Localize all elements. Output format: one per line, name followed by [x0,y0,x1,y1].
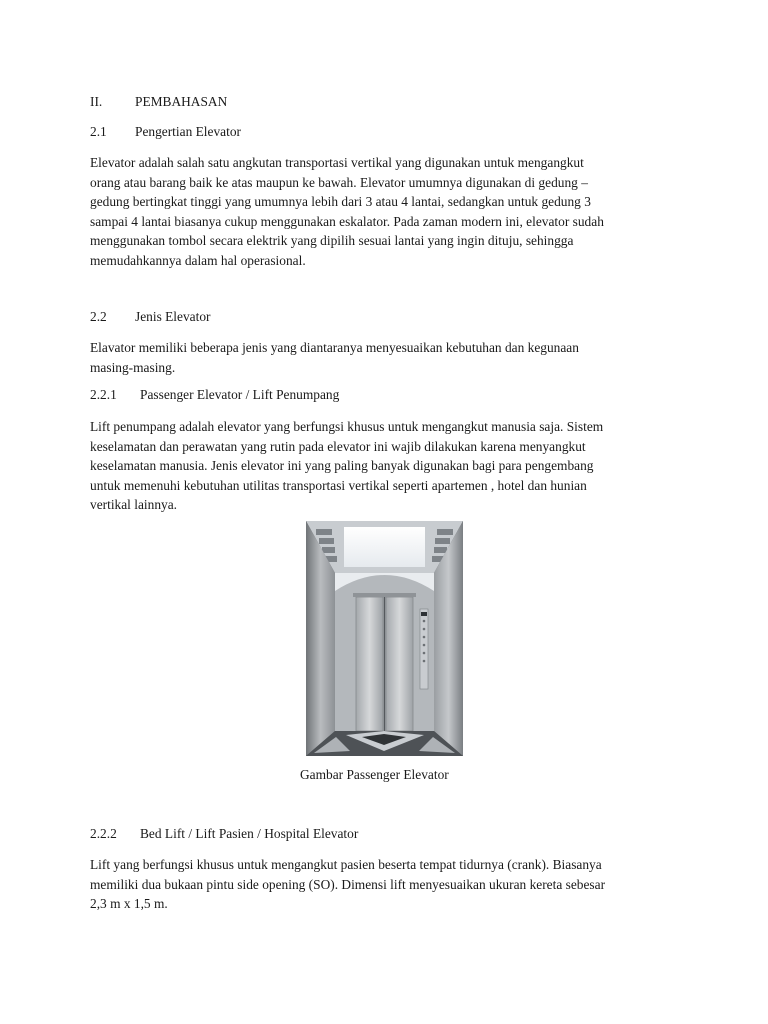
text-line: vertikal lainnya. [90,497,178,512]
text-line: orang atau barang baik ke atas maupun ke bawah. Elevator umumnya digunakan di gedung – [90,174,588,190]
heading-2-2-number: 2.2 [90,309,107,324]
text-line: Lift yang berfungsi khusus untuk mengangkut pasien beserta tempat tidurnya (crank). Biasanya [90,857,602,872]
text-line: Elevator adalah salah satu angkutan transportasi vertikal yang digunakan untuk mengangkut [90,155,584,170]
heading-2-2-1-number: 2.2.1 [90,387,117,402]
heading-2-1-title: Pengertian Elevator [135,124,241,139]
text-line: keselamatan dan perawatan yang rutin pada elevator ini wajib dilakukan karena menyangkut [90,438,586,454]
paragraph-2-2-1 [90,417,690,515]
text-line: sampai 4 lantai biasanya cukup menggunakan eskalator. Pada zaman modern ini, elevator sudah [90,213,604,229]
text-line: 2,3 m x 1,5 m. [90,896,168,911]
paragraph-2-1 [90,153,690,270]
paragraph-2-2 [90,338,690,377]
text-line: masing-masing. [90,359,176,375]
figure-caption: Gambar Passenger Elevator [300,767,449,782]
text-line: memudahkannya dalam hal operasional. [90,252,306,268]
text-line: keselamatan manusia. Jenis elevator ini yang paling banyak digunakan bagi para pengembang [90,458,594,473]
text-line: Lift penumpang adalah elevator yang berfungsi khusus untuk mengangkut manusia saja. Sistem [90,419,604,434]
heading-2-2-1-title: Passenger Elevator / Lift Penumpang [140,387,340,402]
heading-2-2-2-number: 2.2.2 [90,826,117,841]
text-line: menggunakan tombol secara elektrik yang dipilih sesuai lantai yang ingin dituju, sehingga [90,233,574,248]
text-line: gedung bertingkat tinggi yang umumnya lebih dari 3 atau 4 lantai, sedangkan untuk gedung 3 [90,194,591,209]
passenger-elevator-image [306,521,463,756]
section-number: II. [90,94,103,109]
paragraph-2-2-2 [90,855,690,914]
text-line: untuk memenuhi kebutuhan utilitas transportasi vertikal seperti apartemen , hotel dan hunian [90,477,587,493]
heading-2-1-number: 2.1 [90,124,107,139]
heading-2-2-2-title: Bed Lift / Lift Pasien / Hospital Elevator [140,826,359,841]
text-line: Elavator memiliki beberapa jenis yang diantaranya menyesuaikan kebutuhan dan kegunaan [90,340,579,355]
section-title: PEMBAHASAN [135,94,228,109]
text-line: memiliki dua bukaan pintu side opening (SO). Dimensi lift menyesuaikan ukuran kereta sebesar [90,876,606,892]
heading-2-2-title: Jenis Elevator [135,309,211,324]
